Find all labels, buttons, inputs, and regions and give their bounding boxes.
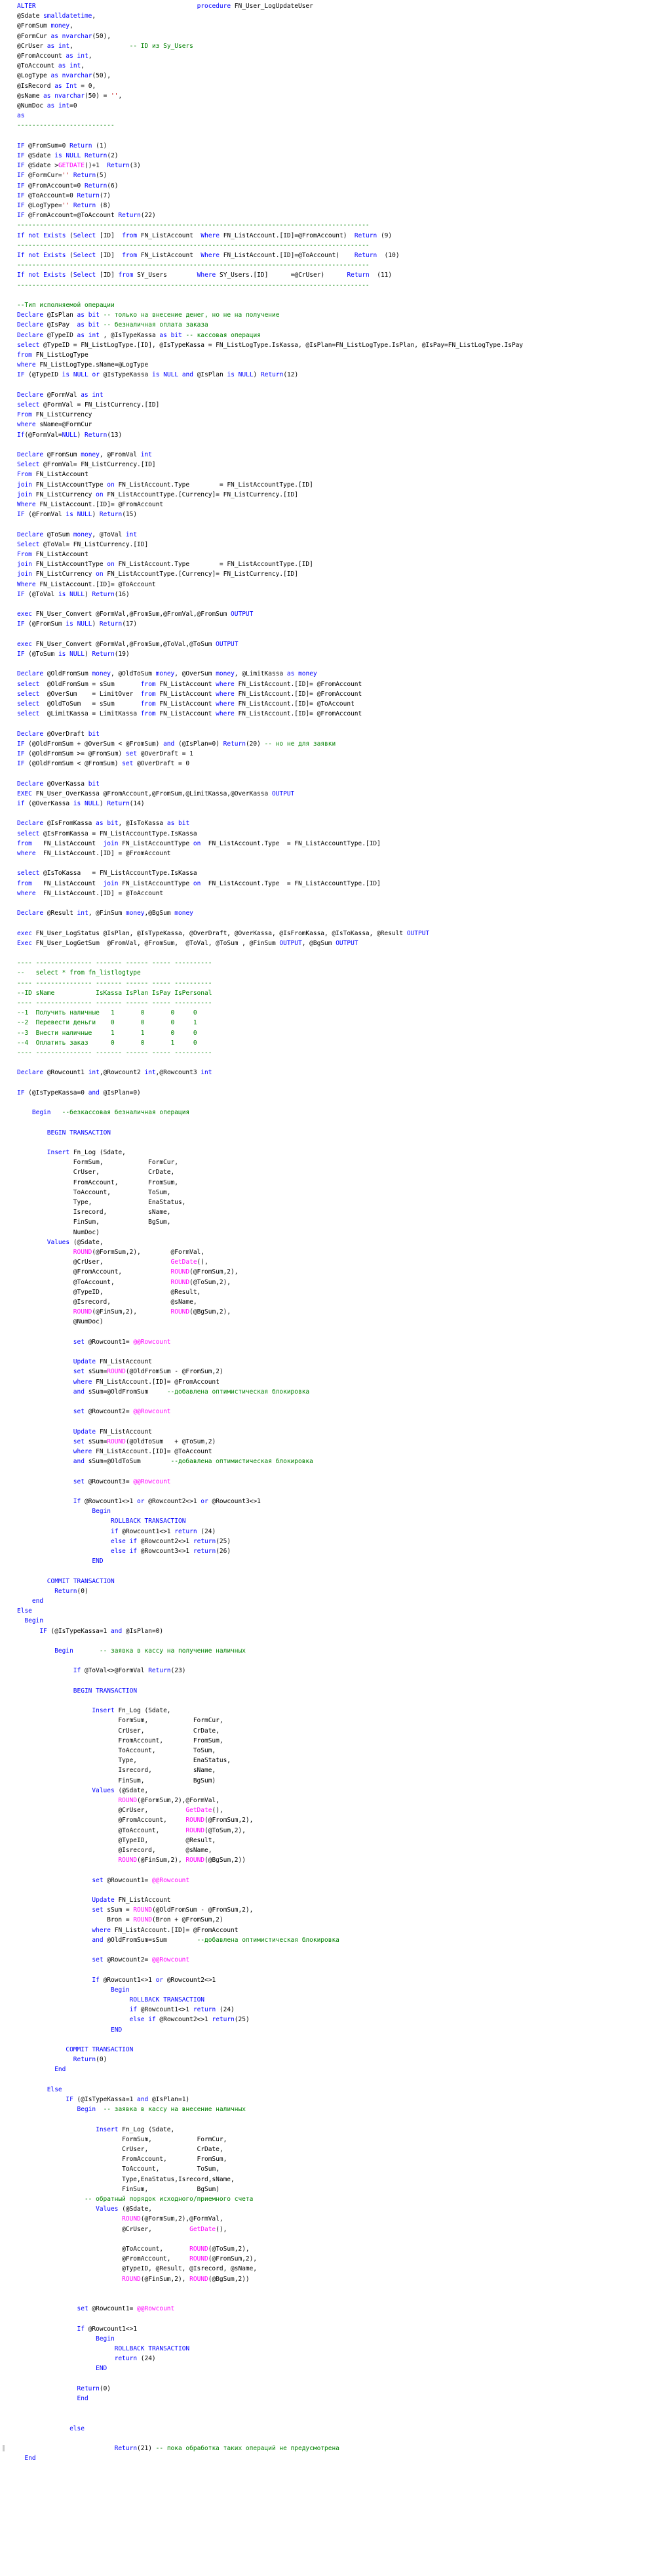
code-line: @CrUser, GetDate(), xyxy=(17,1258,208,1266)
code-line: @LogType as nvarchar(50), xyxy=(17,72,111,80)
code-line: FromAccount, FromSum, xyxy=(17,2156,227,2163)
code-line: set @Rowcount3= @@Rowcount xyxy=(73,1478,171,1485)
code-line: BEGIN TRANSACTION xyxy=(73,1687,138,1695)
code-line: ---------------------------------------------------------------------------------------------- xyxy=(17,222,370,230)
code-line: ROLLBACK TRANSACTION xyxy=(129,1996,205,2003)
code-line: where FN_ListAccount.[ID] = @FromAccount xyxy=(17,850,171,857)
code-line: @sName as nvarchar(50) = '', xyxy=(17,92,123,100)
code-line: @Sdate smalldatetime, xyxy=(17,12,96,20)
code-line: Return(0) xyxy=(77,2385,111,2392)
code-line: @ToAccount as int, xyxy=(17,62,85,70)
code-line: join FN_ListAccountType on FN_ListAccount.Type = FN_ListAccountType.[ID] xyxy=(17,481,313,489)
code-line: IF @Sdate is NULL Return(2) xyxy=(17,152,119,159)
code-line: --3 Внести наличные 1 1 0 0 xyxy=(17,1029,197,1037)
code-line: select @TypeID = FN_ListLogType.[ID], @IsTypeKassa = FN_ListLogType.IsKassa, @IsPlan=FN_ListLogType.IsPlan, @IsPay=FN_ListLogType.IsPay xyxy=(17,341,524,349)
code-line: ---- --------------- ------- ------ ----- ---------- xyxy=(17,979,212,987)
code-line: @FromSum money, xyxy=(17,22,73,30)
code-line: from FN_ListAccount join FN_ListAccountType on FN_ListAccount.Type = FN_ListAccountType.[ID] xyxy=(17,839,381,847)
code-line: exec FN_User_Convert @FormVal,@FromSum,@FromVal,@FromSum OUTPUT xyxy=(17,611,254,618)
code-line: else if @Rowcount3<>1 return(26) xyxy=(111,1548,231,1555)
code-line: ---------------------------------------------------------------------------------------------- xyxy=(17,281,370,289)
code-line: ROUND(@FinSum,2), ROUND(@BgSum,2)) xyxy=(122,2275,250,2283)
code-line: From FN_ListAccount xyxy=(17,551,88,558)
code-line: select @OverSum = LimitOver from FN_ListAccount where FN_ListAccount.[ID]= @FromAccount xyxy=(17,690,362,698)
code-line: Return(21) -- пока обработка таких операций не предусмотрена xyxy=(114,2445,339,2452)
code-line: Update FN_ListAccount xyxy=(73,1358,152,1366)
code-line: set @Rowcount1= @@Rowcount xyxy=(77,2305,175,2313)
code-line: @NumDoc) xyxy=(17,1318,104,1326)
code-line: @FormCur as nvarchar(50), xyxy=(17,32,111,40)
code-line: ToAccount, ToSum, xyxy=(17,2165,220,2173)
code-line: Declare @OverDraft bit xyxy=(17,730,100,738)
code-line: and sSum=@OldFromSum --добавлена оптимистическая блокировка xyxy=(73,1388,310,1396)
code-line: ---- --------------- ------- ------ ----- ---------- xyxy=(17,1049,212,1057)
code-line: set sSum=ROUND(@OldToSum + @ToSum,2) xyxy=(73,1438,216,1445)
code-line: Declare @TypeID as int , @IsTypeKassa as bit -- кассовая операция xyxy=(17,331,261,339)
code-line: join FN_ListAccountType on FN_ListAccount.Type = FN_ListAccountType.[ID] xyxy=(17,561,313,569)
code-line: join FN_ListCurrency on FN_ListAccountType.[Currency]= FN_ListCurrency.[ID] xyxy=(17,491,298,498)
code-line: BEGIN TRANSACTION xyxy=(47,1129,111,1137)
code-line: --4 Оплатить заказ 0 0 1 0 xyxy=(17,1039,197,1047)
code-line: @FromAccount, ROUND(@FromSum,2), xyxy=(17,2255,258,2263)
code-line: -- обратный порядок исходного/приемного счета xyxy=(84,2196,254,2203)
code-line: ToAccount, ToSum, xyxy=(17,1188,171,1196)
code-line: IF (@FromSum is NULL) Return(17) xyxy=(17,620,138,628)
code-line: IF (@ToSum is NULL) Return(19) xyxy=(17,651,130,658)
code-line: FormSum, FormCur, xyxy=(17,2135,227,2143)
code-line: COMMIT TRANSACTION xyxy=(47,1577,115,1585)
code-line: as xyxy=(17,112,25,120)
code-line: set sSum = ROUND(@OldFromSum - @FromSum,2), xyxy=(92,1906,254,1914)
code-line: select @IsFromKassa = FN_ListAccountType.IsKassa xyxy=(17,830,197,837)
code-line: Values (@Sdate, xyxy=(92,1786,149,1794)
code-line: FinSum, BgSum, xyxy=(17,1218,171,1226)
code-line: where sName=@FormCur xyxy=(17,421,92,429)
code-line: Update FN_ListAccount xyxy=(73,1428,152,1436)
code-line: IF @Sdate >GETDATE()+1 Return(3) xyxy=(17,162,141,170)
code-line: Declare @Rowcount1 int,@Rowcount2 int,@Rowcount3 int xyxy=(17,1069,212,1077)
code-line: Begin xyxy=(96,2335,115,2343)
code-line: IF (@OldFromSum < @FromSum) set @OverDraft = 0 xyxy=(17,760,190,768)
code-line: else if @Rowcount2<>1 return(25) xyxy=(111,1537,231,1545)
code-line: @Isrecord, @sName, xyxy=(17,1298,197,1306)
code-line: select @IsToKassa = FN_ListAccountType.IsKassa xyxy=(17,870,197,877)
code-line: IF @FormCur='' Return(5) xyxy=(17,172,107,180)
code-line: Else xyxy=(17,1607,32,1615)
code-line: where FN_ListAccount.[ID]= @ToAccount xyxy=(73,1448,212,1455)
code-line: ROUND(@FormSum,2), @FormVal, xyxy=(73,1249,204,1256)
code-line: ROLLBACK TRANSACTION xyxy=(114,2345,190,2352)
code-line: IF (@IsTypeKassa=0 and @IsPlan=0) xyxy=(17,1089,141,1097)
code-line: and @OldFromSum=sSum --добавлена оптимистическая блокировка xyxy=(92,1936,339,1944)
code-line: Declare @Result int, @FinSum money,@BgSum money xyxy=(17,910,193,917)
code-line: @ToAccount, ROUND(@ToSum,2), xyxy=(17,2245,250,2253)
code-line: @CrUser as int, -- ID из Sy_Users xyxy=(17,42,193,50)
code-line: select @OldFromSum = sSum from FN_ListAccount where FN_ListAccount.[ID]= @FromAccount xyxy=(17,680,362,688)
code-line: @IsRecord as Int = 0, xyxy=(17,82,96,90)
code-line: if @Rowcount1<>1 return (24) xyxy=(111,1527,216,1535)
code-line: If not Exists (Select [ID] from FN_ListAccount Where FN_ListAccount.[ID]=@ToAccount) Return (10) xyxy=(17,252,400,259)
code-line: Begin -- заявка в кассу на получение наличных xyxy=(54,1647,246,1655)
code-line: else xyxy=(69,2425,85,2432)
code-line: FromAccount, FromSum, xyxy=(17,1178,178,1186)
code-line: Isrecord, sName, xyxy=(17,1767,216,1775)
code-line: @FromAccount as int, xyxy=(17,52,92,60)
code-line: @FromAccount, ROUND(@FromSum,2), xyxy=(17,1268,239,1276)
code-line: Select @FromVal= FN_ListCurrency.[ID] xyxy=(17,461,156,469)
code-line: where FN_ListAccount.[ID]= @FromAccount xyxy=(73,1378,220,1386)
code-line: Declare @ToSum money, @ToVal int xyxy=(17,531,138,538)
code-line: From FN_ListAccount xyxy=(17,471,88,479)
code-line: Declare @FormVal as int xyxy=(17,391,104,399)
code-line: Declare @OldFromSum money, @OldToSum money, @OverSum money, @LimitKassa as money xyxy=(17,670,317,678)
code-line: Isrecord, sName, xyxy=(17,1209,171,1217)
code-line: @FromAccount, ROUND(@FromSum,2), xyxy=(17,1817,254,1824)
code-line: From FN_ListCurrency xyxy=(17,411,92,419)
code-line: --2 Перевести деньги 0 0 0 1 xyxy=(17,1019,197,1027)
code-line: Type, EnaStatus, xyxy=(17,1757,231,1765)
code-line: Insert Fn_Log (Sdate, xyxy=(92,1707,171,1715)
code-line: If @Rowcount1<>1 xyxy=(77,2325,138,2333)
code-line: and sSum=@OldToSum --добавлена оптимистическая блокировка xyxy=(73,1458,313,1466)
code-line: Insert Fn_Log (Sdate, xyxy=(47,1149,126,1156)
code-line: set sSum=ROUND(@OldFromSum - @FromSum,2) xyxy=(73,1368,223,1376)
code-line: Declare @IsFromKassa as bit, @IsToKassa as bit xyxy=(17,820,190,828)
code-line: Exec FN_User_LogGetSum @FromVal, @FromSum, @ToVal, @ToSum , @FinSum OUTPUT, @BgSum OUTPUT xyxy=(17,939,358,947)
code-line: Else xyxy=(47,2085,62,2093)
code-line: FinSum, BgSum) xyxy=(17,1777,216,1784)
code-line: from FN_ListAccount join FN_ListAccountType on FN_ListAccount.Type = FN_ListAccountType.[ID] xyxy=(17,879,381,887)
code-line: @Isrecord, @sName, xyxy=(17,1847,212,1854)
code-line: Where FN_ListAccount.[ID]= @FromAccount xyxy=(17,501,164,508)
code-line: ---------------------------------------------------------------------------------------------- xyxy=(17,262,370,270)
code-line: IF (@OldFromSum >= @FromSum) set @OverDraft = 1 xyxy=(17,750,193,757)
code-line: -- select * from fn_listlogtype xyxy=(17,969,141,977)
code-line: if @Rowcount1<>1 return (24) xyxy=(129,2006,235,2014)
code-line: Begin xyxy=(111,1986,130,1994)
code-line: @TypeID, @Result, xyxy=(17,1836,216,1844)
code-line: End xyxy=(77,2395,88,2402)
code-line: Begin xyxy=(92,1508,111,1516)
code-line: @ToAccount, ROUND(@ToSum,2), xyxy=(17,1278,231,1286)
code-line: Type,EnaStatus,Isrecord,sName, xyxy=(17,2175,235,2183)
code-line: IF @FromAccount=@ToAccount Return(22) xyxy=(17,212,156,220)
code-line: end xyxy=(31,1598,44,1605)
code-line: set @Rowcount2= @@Rowcount xyxy=(92,1956,190,1964)
code-line: ROUND(@FinSum,2), ROUND(@BgSum,2), xyxy=(73,1308,231,1316)
code-line: NumDoc) xyxy=(17,1228,100,1236)
code-line: ROLLBACK TRANSACTION xyxy=(111,1518,186,1525)
code-line: else if @Rowcount2<>1 return(25) xyxy=(129,2016,250,2024)
gutter-marker xyxy=(3,2445,5,2451)
code-line: COMMIT TRANSACTION xyxy=(66,2046,134,2053)
code-line: @TypeID, @Result, @Isrecord, @sName, xyxy=(17,2265,258,2273)
code-line: ---- --------------- ------- ------ ----- ---------- xyxy=(17,999,212,1007)
code-line: @TypeID, @Result, xyxy=(17,1288,201,1296)
code-line: IF (@ToVal is NULL) Return(16) xyxy=(17,590,130,598)
code-line: END xyxy=(92,1558,104,1565)
code-line: IF (@OldFromSum + @OverSum < @FromSum) and (@IsPlan=0) Return(20) -- но не для заявки xyxy=(17,740,336,748)
code-line: Begin xyxy=(24,1617,44,1625)
code-line: End xyxy=(54,2066,66,2074)
code-line: Insert Fn_Log (Sdate, xyxy=(96,2125,175,2133)
code-line: ToAccount, ToSum, xyxy=(17,1747,216,1754)
code-line: Declare @OverKassa bit xyxy=(17,780,100,788)
code-line: If(@FormVal=NULL) Return(13) xyxy=(17,431,123,439)
code-line: IF @ToAccount=0 Return(7) xyxy=(17,191,111,199)
code-line: -------------------------- xyxy=(17,122,115,130)
code-line: CrUser, CrDate, xyxy=(17,2146,223,2153)
code-line: return (24) xyxy=(114,2355,156,2363)
code-line: CrUser, CrDate, xyxy=(17,1169,175,1177)
code-line: if (@OverKassa is NULL) Return(14) xyxy=(17,800,145,807)
code-line: @CrUser, GetDate(), xyxy=(17,2225,227,2233)
code-line: IF (@TypeID is NULL or @IsTypeKassa is NULL and @IsPlan is NULL) Return(12) xyxy=(17,371,299,379)
code-line: If @ToVal<>@FormVal Return(23) xyxy=(73,1667,186,1675)
code-line: @CrUser, GetDate(), xyxy=(17,1807,223,1815)
code-line: ROUND(@FinSum,2), ROUND(@BgSum,2)) xyxy=(118,1857,246,1864)
code-line: join FN_ListCurrency on FN_ListAccountType.[Currency]= FN_ListCurrency.[ID] xyxy=(17,571,298,578)
code-line: Where FN_ListAccount.[ID]= @ToAccount xyxy=(17,580,156,588)
code-line: where FN_ListAccount.[ID]= @FromAccount xyxy=(92,1926,239,1934)
code-line: If not Exists (Select [ID] from SY_Users Where SY_Users.[ID] =@CrUser) Return (11) xyxy=(17,272,393,279)
code-line: set @Rowcount2= @@Rowcount xyxy=(73,1408,171,1416)
code-line: set @Rowcount1= @@Rowcount xyxy=(92,1876,190,1884)
code-line: FromAccount, FromSum, xyxy=(17,1737,223,1744)
code-line: where FN_ListAccount.[ID] = @ToAccount xyxy=(17,889,164,897)
code-line: Declare @FromSum money, @FromVal int xyxy=(17,451,152,458)
code-line: --ID sName IsKassa IsPlan IsPay IsPersonal xyxy=(17,989,212,997)
code-line: If @Rowcount1<>1 or @Rowcount2<>1 xyxy=(92,1976,216,1984)
code-line: IF (@IsTypeKassa=1 and @IsPlan=1) xyxy=(66,2096,190,2103)
code-line: ROUND(@FormSum,2),@FormVal, xyxy=(118,1797,220,1804)
code-line: FinSum, BgSum) xyxy=(17,2185,220,2193)
code-line: Begin -- заявка в кассу на внесение наличных xyxy=(77,2106,246,2114)
code-line: IF (@FromVal is NULL) Return(15) xyxy=(17,511,138,519)
code-line: ROUND(@FormSum,2),@FormVal, xyxy=(122,2215,223,2223)
code-line: exec FN_User_LogStatus @IsPlan, @IsTypeKassa, @OverDraft, @OverKassa, @IsFromKassa, @IsToKassa, @Result OUTPUT xyxy=(17,929,430,937)
code-line: set @Rowcount1= @@Rowcount xyxy=(73,1338,171,1346)
code-line: EXEC FN_User_OverKassa @FromAccount,@FromSum,@LimitKassa,@OverKassa OUTPUT xyxy=(17,790,295,797)
code-line: Values (@Sdate, xyxy=(96,2205,152,2213)
code-line: Bron = ROUND(Bron + @FromSum,2) xyxy=(17,1916,223,1924)
code-line: End xyxy=(24,2455,36,2463)
code-line: from FN_ListLogType xyxy=(17,352,88,359)
code-line: ---------------------------------------------------------------------------------------------- xyxy=(17,241,370,249)
code-line: Select @ToVal= FN_ListCurrency.[ID] xyxy=(17,540,149,548)
code-line: Return(0) xyxy=(73,2056,107,2064)
code-line: ---- --------------- ------- ------ ----- ---------- xyxy=(17,959,212,967)
code-line: FormSum, FormCur, xyxy=(17,1159,178,1167)
code-line: --Тип исполняемой операции xyxy=(17,302,115,309)
code-line: select @LimitKassa = LimitKassa from FN_ListAccount where FN_ListAccount.[ID]= @FromAccount xyxy=(17,710,362,718)
code-line: Declare @IsPay as bit -- безналичная оплата заказа xyxy=(17,321,208,329)
code-line: @ToAccount, ROUND(@ToSum,2), xyxy=(17,1826,246,1834)
code-line: Declare @IsPlan as bit -- только на внесение денег, но не на получение xyxy=(17,312,280,319)
code-line: FormSum, FormCur, xyxy=(17,1717,223,1725)
code-line: --1 Получить наличные 1 0 0 0 xyxy=(17,1009,197,1017)
code-line: Begin --безкассовая безналичная операция xyxy=(31,1109,190,1117)
code-line: CrUser, CrDate, xyxy=(17,1727,220,1735)
code-line: Update FN_ListAccount xyxy=(92,1897,171,1904)
code-line: IF @LogType='' Return (8) xyxy=(17,202,111,209)
code-line: IF @FromAccount=0 Return(6) xyxy=(17,182,119,190)
code-line: If not Exists (Select [ID] from FN_ListAccount Where FN_ListAccount.[ID]=@FromAccount) Return (9) xyxy=(17,231,393,239)
code-line: Values (@Sdate, xyxy=(47,1238,104,1246)
code-line: ALTER procedure FN_User_LogUpdateUser xyxy=(17,3,313,10)
code-line: IF @FromSum=0 Return (1) xyxy=(17,142,107,150)
code-line: END xyxy=(111,2026,123,2034)
code-line: If @Rowcount1<>1 or @Rowcount2<>1 or @Rowcount3<>1 xyxy=(73,1498,261,1505)
code-line: exec FN_User_Convert @FormVal,@FromSum,@ToVal,@ToSum OUTPUT xyxy=(17,640,239,648)
code-line: IF (@IsTypeKassa=1 and @IsPlan=0) xyxy=(39,1627,164,1635)
code-line: select @OldToSum = sSum from FN_ListAccount where FN_ListAccount.[ID]= @ToAccount xyxy=(17,700,355,708)
code-line: Return(0) xyxy=(54,1587,88,1595)
code-line: END xyxy=(96,2365,107,2373)
code-line: where FN_ListLogType.sName=@LogType xyxy=(17,361,149,369)
code-line: select @FormVal = FN_ListCurrency.[ID] xyxy=(17,401,160,409)
code-line: @NumDoc as int=0 xyxy=(17,102,77,110)
code-line: Type, EnaStatus, xyxy=(17,1199,186,1206)
